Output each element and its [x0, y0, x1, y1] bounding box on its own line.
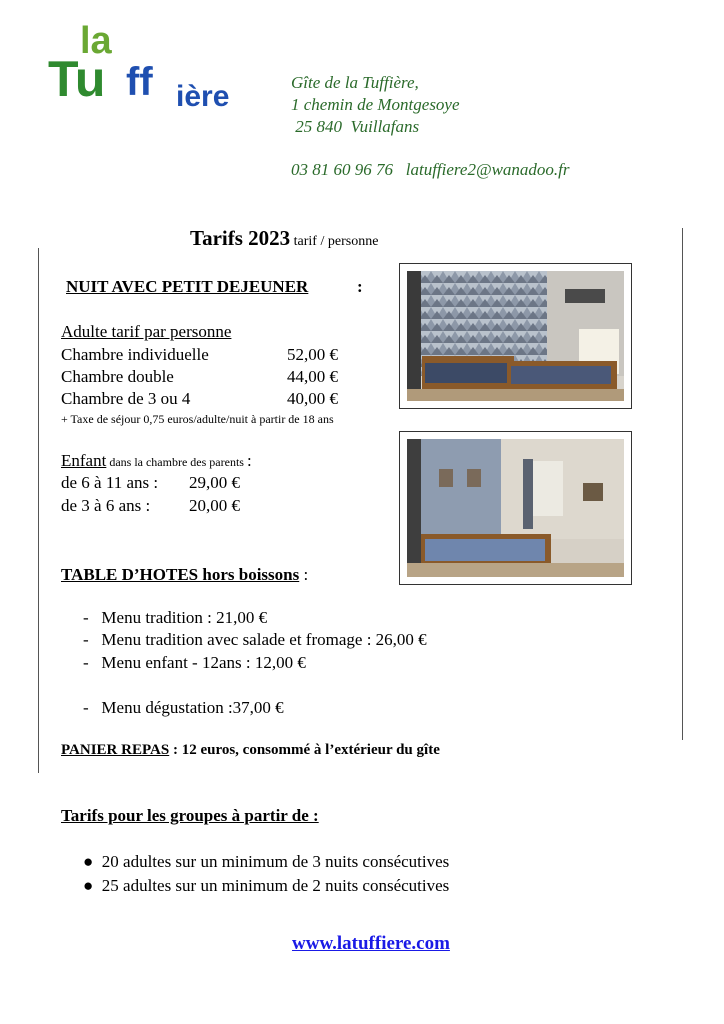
menu-item-1-text: Menu tradition : 21,00 € — [101, 608, 268, 627]
groupes-item-1-text: 20 adultes sur un minimum de 3 nuits consécutives — [101, 852, 450, 871]
menu-item-4-text: Menu dégustation :37,00 € — [101, 698, 284, 717]
enfant-colon: : — [246, 451, 252, 470]
enfant-heading — [61, 451, 252, 471]
menu-item-3-text: Menu enfant - 12ans : 12,00 € — [101, 653, 306, 672]
bedroom-2-image — [407, 439, 624, 577]
logo-la: la — [80, 20, 112, 62]
enfant-row-2-label: de 3 à 6 ans : — [61, 496, 151, 515]
panier-label: PANIER REPAS — [61, 742, 170, 758]
bedroom-1-image — [407, 271, 624, 401]
room-row-2-price: 44,00 € — [287, 367, 338, 386]
adulte-label: Adulte tarif par personne — [61, 322, 232, 341]
groupes-item-1: ● 20 adultes sur un minimum de 3 nuits consécutives — [83, 852, 450, 871]
left-rule — [38, 248, 39, 773]
address-line-1: Gîte de la Tuffière, — [291, 73, 419, 92]
logo-tu: Tu — [48, 51, 106, 107]
groupes-item-2: ● 25 adultes sur un minimum de 2 nuits consécutives — [83, 876, 450, 895]
groupes-heading: Tarifs pour les groupes à partir de : — [61, 806, 319, 825]
enfant-note: dans la chambre des parents — [106, 455, 247, 469]
page-title — [190, 226, 378, 251]
menu-item-1: - Menu tradition : 21,00 € — [83, 608, 268, 627]
taxe-note: + Taxe de séjour 0,75 euros/adulte/nuit à partir de 18 ans — [61, 412, 334, 426]
nuit-heading: NUIT AVEC PETIT DEJEUNER — [66, 277, 309, 296]
panier-text: : 12 euros, consommé à l’extérieur du gîte — [169, 742, 440, 758]
groupes-item-2-text: 25 adultes sur un minimum de 2 nuits consécutives — [101, 876, 450, 895]
website-link[interactable]: www.latuffiere.com — [292, 933, 450, 954]
panier-line — [61, 742, 440, 759]
nuit-heading-colon: : — [357, 277, 363, 296]
title-main: Tarifs 2023 — [190, 226, 291, 250]
menu-item-3: - Menu enfant - 12ans : 12,00 € — [83, 653, 306, 672]
logo-iere: ière — [176, 80, 230, 113]
room-row-3-label: Chambre de 3 ou 4 — [61, 389, 191, 408]
menu-item-2: - Menu tradition avec salade et fromage : 26,00 € — [83, 630, 427, 649]
address-block — [291, 72, 460, 138]
bedroom-photo-1 — [399, 263, 632, 409]
bedroom-photo-2 — [399, 431, 632, 585]
enfant-row-1-label: de 6 à 11 ans : — [61, 473, 159, 492]
room-row-2-label: Chambre double — [61, 367, 174, 386]
menu-item-4: - Menu dégustation :37,00 € — [83, 698, 284, 717]
room-row-1-label: Chambre individuelle — [61, 345, 209, 364]
menu-item-2-text: Menu tradition avec salade et fromage : 26,00 € — [101, 630, 427, 649]
address-line-3: 25 840 Vuillafans — [291, 117, 420, 136]
room-row-3-price: 40,00 € — [287, 389, 338, 408]
enfant-row-2-price: 20,00 € — [189, 496, 240, 515]
table-heading-colon: : — [299, 565, 309, 584]
address-line-2: 1 chemin de Montgesoye — [291, 95, 460, 114]
logo — [48, 22, 228, 122]
contact-line: 03 81 60 96 76 latuffiere2@wanadoo.fr — [291, 160, 570, 179]
right-rule — [682, 228, 683, 740]
enfant-label: Enfant — [61, 451, 107, 470]
table-heading-line — [61, 565, 308, 585]
enfant-row-1-price: 29,00 € — [189, 473, 240, 492]
logo-ff: ff — [126, 60, 153, 104]
room-row-1-price: 52,00 € — [287, 345, 338, 364]
table-heading: TABLE D’HOTES hors boissons — [61, 565, 300, 584]
title-sub: tarif / personne — [290, 234, 379, 249]
